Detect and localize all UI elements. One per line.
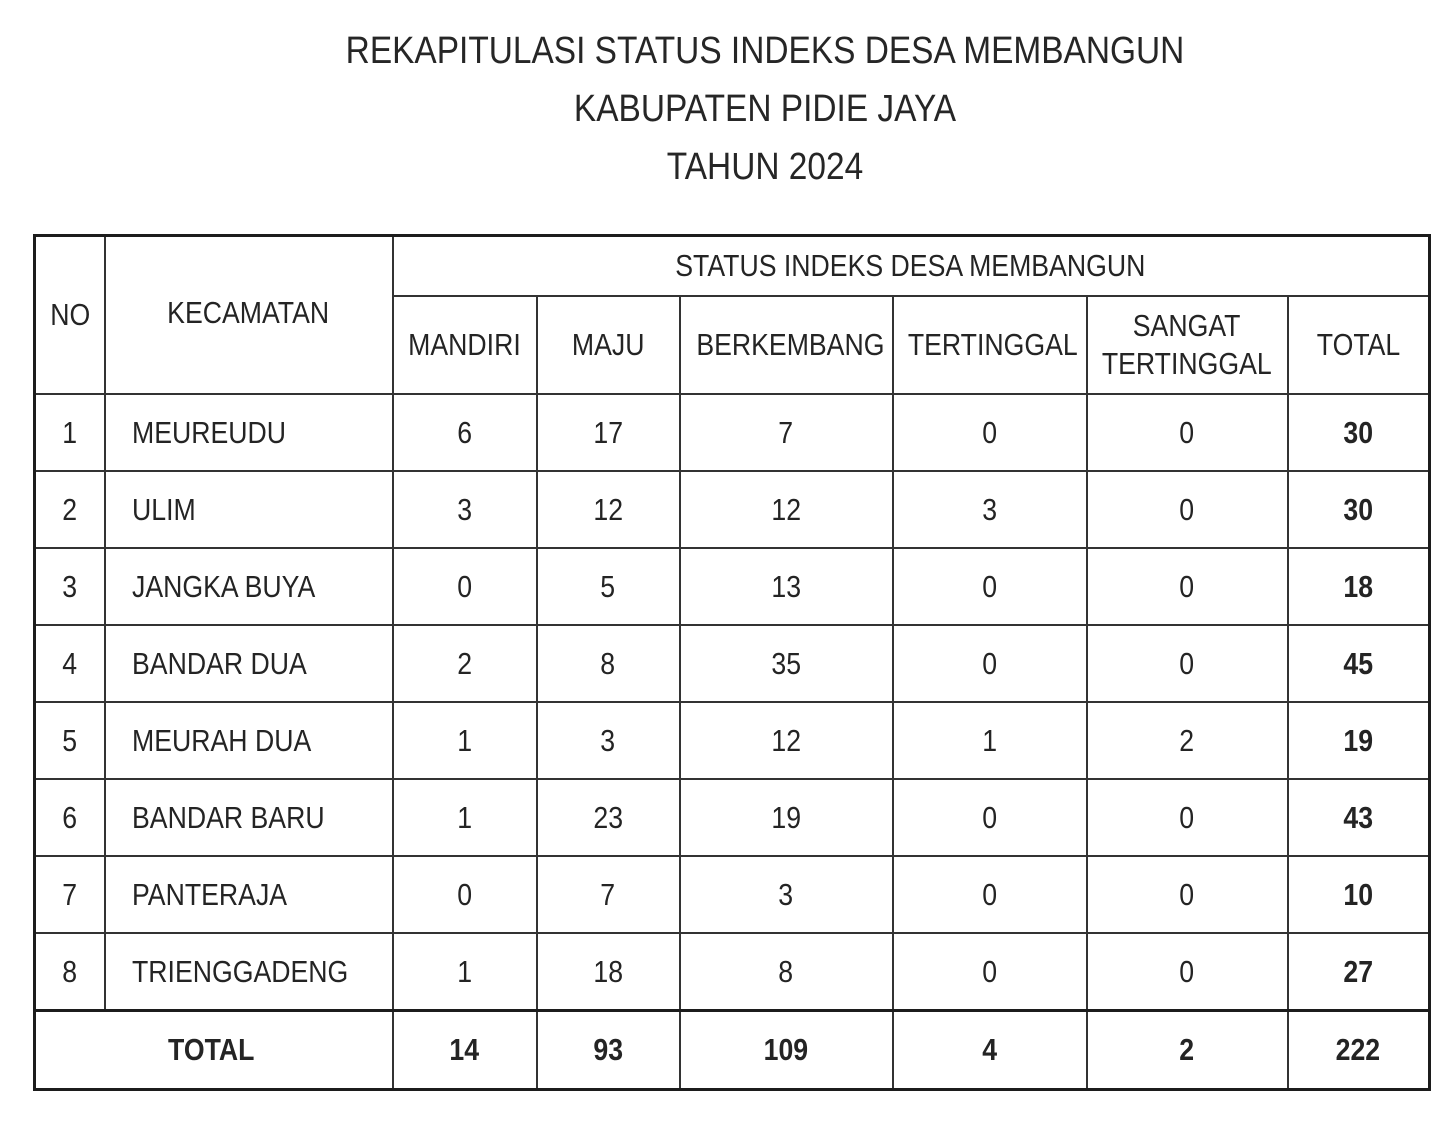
cell-kecamatan: ULIM	[105, 471, 393, 548]
cell-no: 5	[35, 702, 105, 779]
title-line-1: REKAPITULASI STATUS INDEKS DESA MEMBANGUN	[345, 30, 1185, 72]
header-tertinggal: TERTINGGAL	[893, 296, 1087, 394]
cell-tertinggal: 0	[893, 933, 1087, 1011]
cell-sangat-tertinggal: 0	[1087, 856, 1288, 933]
header-berkembang: BERKEMBANG	[680, 296, 893, 394]
header-status-group: STATUS INDEKS DESA MEMBANGUN	[393, 236, 1430, 297]
cell-berkembang: 12	[680, 702, 893, 779]
cell-berkembang: 3	[680, 856, 893, 933]
table-row	[35, 702, 1430, 779]
header-kecamatan: KECAMATAN	[105, 236, 393, 395]
cell-tertinggal: 0	[893, 856, 1087, 933]
header-total: TOTAL	[1288, 296, 1430, 394]
cell-no: 2	[35, 471, 105, 548]
table-row	[35, 471, 1430, 548]
header-maju: MAJU	[537, 296, 680, 394]
cell-tertinggal: 0	[893, 394, 1087, 471]
cell-mandiri: 6	[393, 394, 537, 471]
header-sangat-tertinggal: SANGAT TERTINGGAL	[1087, 296, 1288, 394]
cell-total: 18	[1288, 548, 1430, 625]
table-row	[35, 933, 1430, 1011]
cell-maju: 18	[537, 933, 680, 1011]
total-label: TOTAL	[35, 1011, 393, 1090]
cell-no: 1	[35, 394, 105, 471]
table-row	[35, 625, 1430, 702]
cell-mandiri: 2	[393, 625, 537, 702]
table-row	[35, 856, 1430, 933]
cell-total: 45	[1288, 625, 1430, 702]
cell-tertinggal: 0	[893, 625, 1087, 702]
cell-mandiri: 1	[393, 702, 537, 779]
table-row	[35, 779, 1430, 856]
cell-no: 3	[35, 548, 105, 625]
title-line-3: TAHUN 2024	[666, 146, 864, 188]
cell-mandiri: 1	[393, 933, 537, 1011]
document-title	[0, 22, 1443, 196]
cell-no: 7	[35, 856, 105, 933]
cell-sangat-tertinggal: 2	[1087, 702, 1288, 779]
cell-berkembang: 12	[680, 471, 893, 548]
cell-no: 8	[35, 933, 105, 1011]
cell-maju: 5	[537, 548, 680, 625]
cell-berkembang: 7	[680, 394, 893, 471]
header-mandiri: MANDIRI	[393, 296, 537, 394]
cell-kecamatan: PANTERAJA	[105, 856, 393, 933]
cell-mandiri: 3	[393, 471, 537, 548]
total-sangat-tertinggal: 2	[1087, 1011, 1288, 1090]
cell-kecamatan: BANDAR BARU	[105, 779, 393, 856]
cell-sangat-tertinggal: 0	[1087, 394, 1288, 471]
cell-maju: 8	[537, 625, 680, 702]
cell-berkembang: 35	[680, 625, 893, 702]
total-maju: 93	[537, 1011, 680, 1090]
cell-total: 10	[1288, 856, 1430, 933]
cell-kecamatan: JANGKA BUYA	[105, 548, 393, 625]
cell-tertinggal: 0	[893, 779, 1087, 856]
total-mandiri: 14	[393, 1011, 537, 1090]
cell-sangat-tertinggal: 0	[1087, 548, 1288, 625]
header-no: NO	[35, 236, 105, 395]
title-line-2: KABUPATEN PIDIE JAYA	[573, 88, 957, 130]
cell-berkembang: 8	[680, 933, 893, 1011]
cell-total: 19	[1288, 702, 1430, 779]
cell-mandiri: 0	[393, 856, 537, 933]
cell-maju: 23	[537, 779, 680, 856]
cell-total: 43	[1288, 779, 1430, 856]
cell-no: 4	[35, 625, 105, 702]
cell-no: 6	[35, 779, 105, 856]
cell-kecamatan: BANDAR DUA	[105, 625, 393, 702]
cell-kecamatan: MEUREUDU	[105, 394, 393, 471]
total-tertinggal: 4	[893, 1011, 1087, 1090]
cell-sangat-tertinggal: 0	[1087, 779, 1288, 856]
cell-sangat-tertinggal: 0	[1087, 625, 1288, 702]
cell-total: 27	[1288, 933, 1430, 1011]
cell-maju: 12	[537, 471, 680, 548]
cell-maju: 17	[537, 394, 680, 471]
cell-total: 30	[1288, 394, 1430, 471]
total-berkembang: 109	[680, 1011, 893, 1090]
cell-total: 30	[1288, 471, 1430, 548]
cell-kecamatan: MEURAH DUA	[105, 702, 393, 779]
cell-maju: 7	[537, 856, 680, 933]
cell-tertinggal: 1	[893, 702, 1087, 779]
cell-berkembang: 13	[680, 548, 893, 625]
cell-mandiri: 0	[393, 548, 537, 625]
recap-table	[33, 234, 1431, 1091]
cell-kecamatan: TRIENGGADENG	[105, 933, 393, 1011]
cell-sangat-tertinggal: 0	[1087, 933, 1288, 1011]
cell-tertinggal: 3	[893, 471, 1087, 548]
cell-berkembang: 19	[680, 779, 893, 856]
cell-tertinggal: 0	[893, 548, 1087, 625]
table-row	[35, 394, 1430, 471]
table-row	[35, 548, 1430, 625]
total-total: 222	[1288, 1011, 1430, 1090]
cell-maju: 3	[537, 702, 680, 779]
cell-mandiri: 1	[393, 779, 537, 856]
total-row	[35, 1011, 1430, 1090]
cell-sangat-tertinggal: 0	[1087, 471, 1288, 548]
